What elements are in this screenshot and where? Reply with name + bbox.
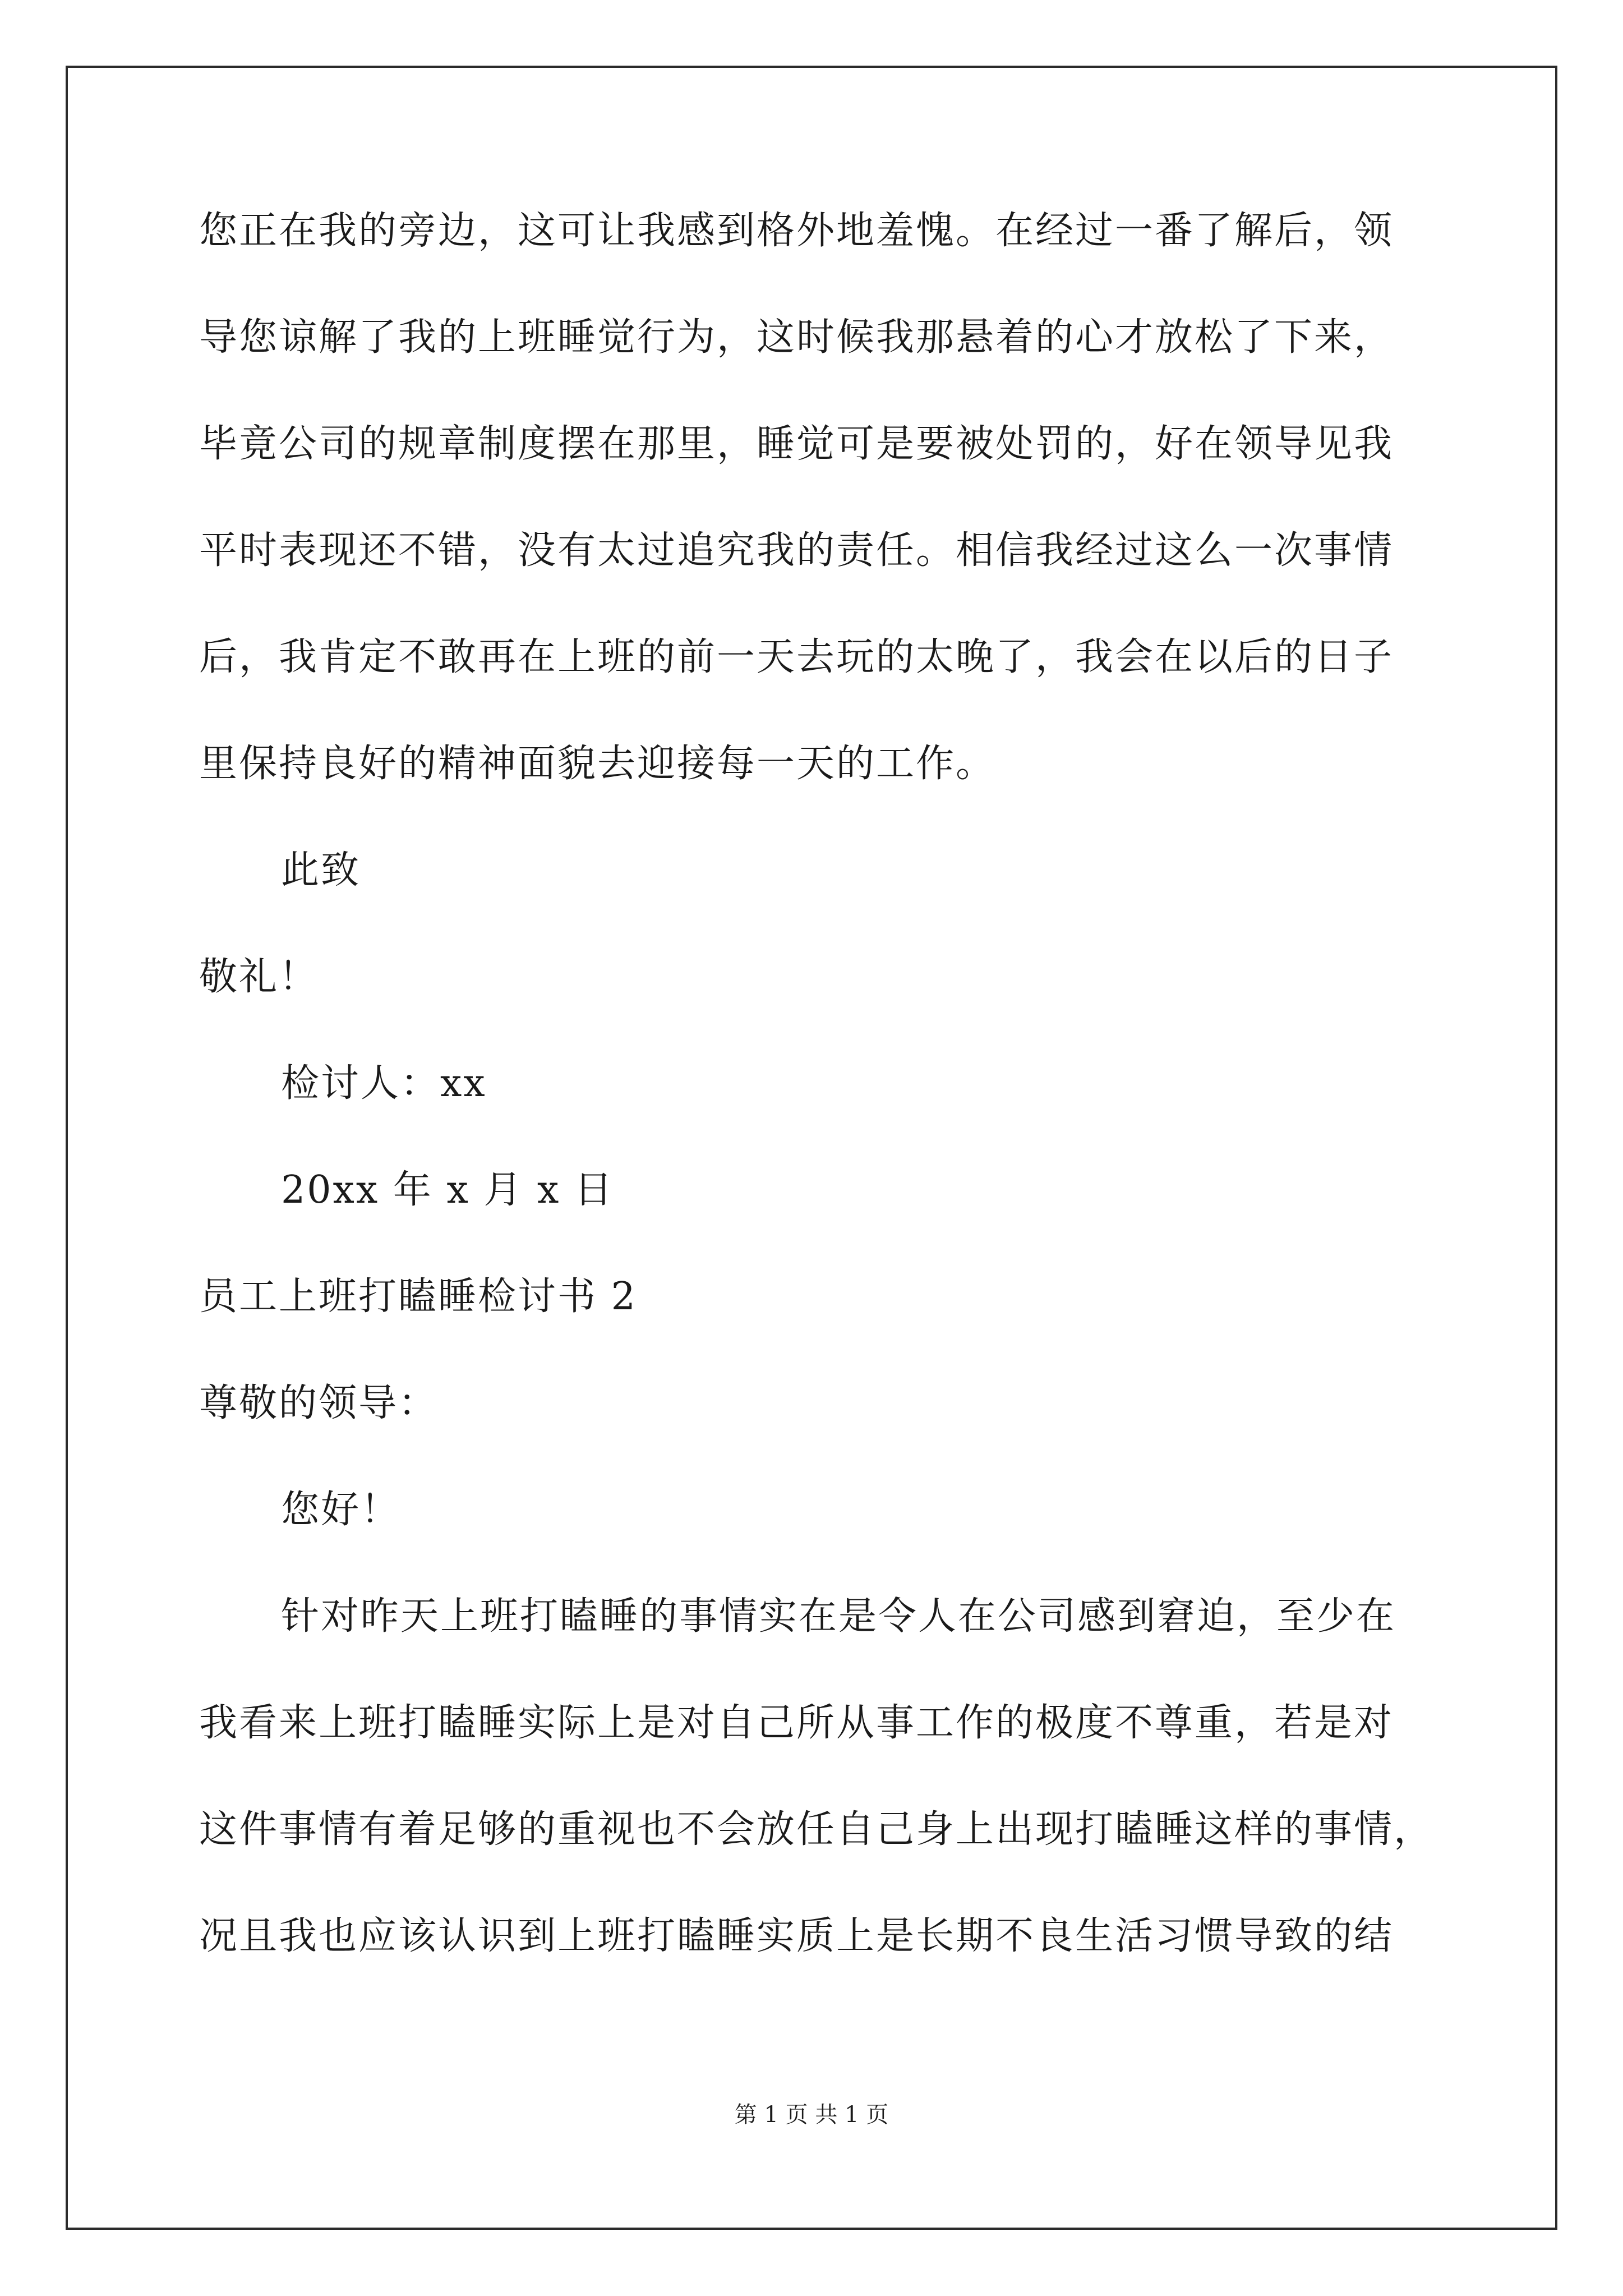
hello-line: 您好！: [281, 1488, 401, 1532]
paragraph1-line-3: 毕竟公司的规章制度摆在那里，睡觉可是要被处罚的，好在领导见我: [199, 422, 1394, 466]
paragraph2-line-3: 这件事情有着足够的重视也不会放任自己身上出现打瞌睡这样的事情，: [199, 1807, 1434, 1852]
paragraph1-line-4: 平时表现还不错，没有太过追究我的责任。相信我经过这么一次事情: [199, 528, 1394, 573]
paragraph1-line-5: 后，我肯定不敢再在上班的前一天去玩的太晚了，我会在以后的日子: [199, 635, 1394, 679]
paragraph1-line-2: 导您谅解了我的上班睡觉行为，这时候我那悬着的心才放松了下来，: [199, 315, 1394, 360]
page-border: [66, 66, 1557, 2230]
paragraph1-line-1: 您正在我的旁边，这可让我感到格外地羞愧。在经过一番了解后，领: [199, 209, 1394, 253]
salute-phrase: 敬礼！: [199, 955, 319, 999]
closing-phrase: 此致: [281, 848, 361, 892]
paragraph2-line-4: 况且我也应该认识到上班打瞌睡实质上是长期不良生活习惯导致的结: [199, 1914, 1394, 1958]
date-line: 20xx 年 x 月 x 日: [281, 1168, 615, 1212]
greeting-line: 尊敬的领导：: [199, 1381, 439, 1425]
page-number-footer: 第 1 页 共 1 页: [734, 2102, 889, 2128]
paragraph2-line-1: 针对昨天上班打瞌睡的事情实在是令人在公司感到窘迫，至少在: [281, 1594, 1396, 1639]
paragraph1-line-6: 里保持良好的精神面貌去迎接每一天的工作。: [199, 742, 996, 786]
signer-line: 检讨人：xx: [281, 1061, 487, 1106]
section-title: 员工上班打瞌睡检讨书 2: [199, 1274, 637, 1319]
paragraph2-line-2: 我看来上班打瞌睡实际上是对自己所从事工作的极度不尊重，若是对: [199, 1701, 1394, 1745]
